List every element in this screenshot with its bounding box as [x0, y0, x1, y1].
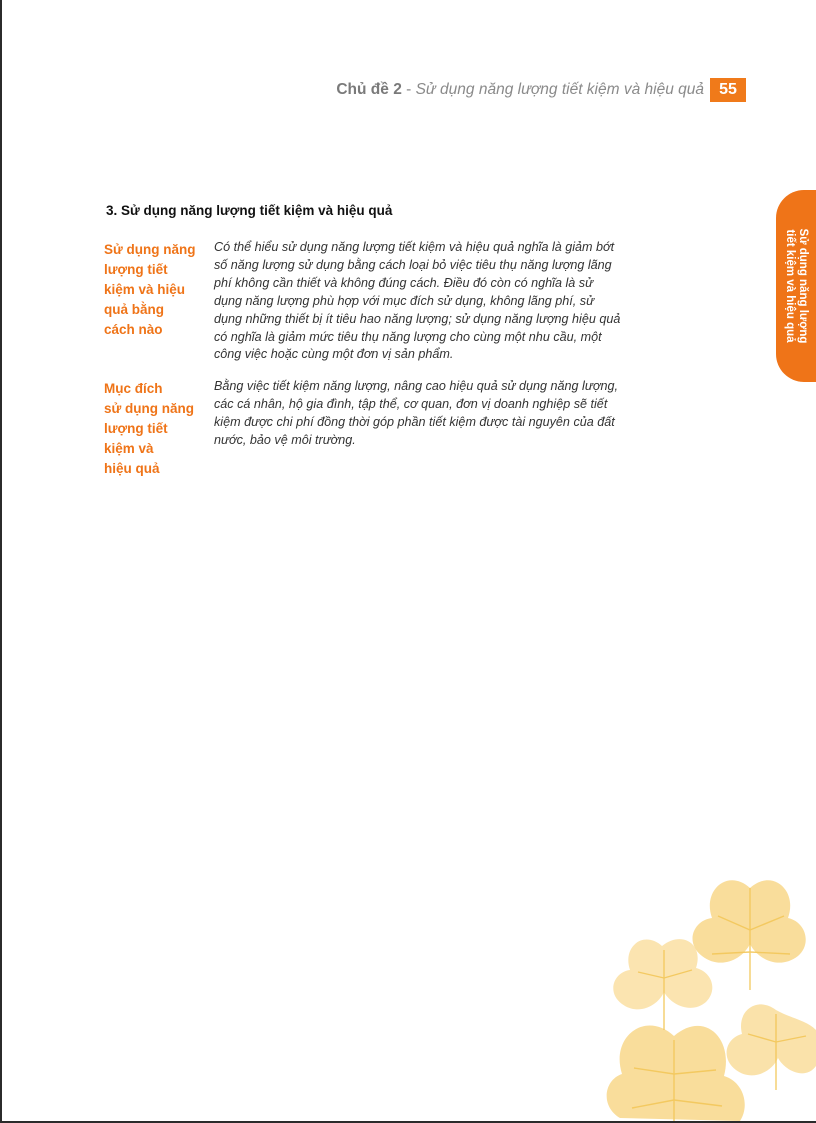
margin-label-line: kiệm và — [104, 441, 154, 456]
header-topic-title: Sử dụng năng lượng tiết kiệm và hiệu quả — [415, 81, 704, 98]
margin-label-line: kiệm và hiệu — [104, 282, 186, 297]
side-tab-line-1: Sử dụng năng lượng — [797, 228, 809, 344]
margin-label — [104, 240, 212, 340]
margin-label-line: lượng tiết — [104, 421, 168, 436]
paragraph-line: có nghĩa là giảm mức tiêu thụ năng lượng cho cùng một nhu cầu, một — [214, 329, 602, 344]
paragraph-line: kiệm được chi phí đồng thời góp phần tiết kiệm được tài nguyên của đất — [214, 414, 615, 429]
paragraph-line: Bằng việc tiết kiệm năng lượng, nâng cao hiệu quả sử dụng năng lượng, — [214, 379, 618, 393]
paragraph-line: Có thể hiểu sử dụng năng lượng tiết kiệm và hiệu quả nghĩa là giảm bớt — [214, 240, 615, 254]
autumn-leaves-icon — [600, 860, 816, 1121]
paragraph-line: dụng năng lượng phù hợp với mục đích sử dụng, không lãng phí, sử — [214, 293, 595, 308]
body-paragraph — [214, 239, 650, 364]
header-topic-label: Chủ đề 2 — [336, 81, 402, 98]
section-title: 3. Sử dụng năng lượng tiết kiệm và hiệu quả — [106, 203, 393, 218]
margin-label-line: lượng tiết — [104, 262, 168, 277]
margin-label-line: sử dụng năng — [104, 401, 195, 416]
page-number: 55 — [710, 78, 746, 102]
margin-label-line: hiệu quả — [104, 461, 160, 476]
paragraph-line: các cá nhân, hộ gia đình, tập thể, cơ quan, đơn vị doanh nghiệp sẽ tiết — [214, 396, 608, 411]
paragraph-line: phí không cần thiết và không đúng cách. Điều đó còn có nghĩa là sử — [214, 275, 594, 290]
header-title — [336, 81, 704, 99]
margin-label-line: Mục đích — [104, 381, 163, 396]
margin-label — [104, 379, 212, 479]
page-frame-left — [0, 0, 2, 1123]
paragraph-line: dụng những thiết bị ít tiêu hao năng lượng; sử dụng năng lượng hiệu quả — [214, 311, 621, 326]
body-paragraph — [214, 378, 650, 450]
margin-label-line: Sử dụng năng — [104, 242, 196, 257]
side-tab-line-2: tiết kiệm và hiệu quả — [784, 229, 796, 343]
paragraph-line: nước, bảo vệ môi trường. — [214, 432, 356, 447]
margin-label-line: cách nào — [104, 322, 163, 337]
paragraph-line: số năng lượng sử dụng bằng cách loại bỏ việc tiêu thụ năng lượng lãng — [214, 257, 612, 272]
running-header — [320, 78, 746, 102]
header-separator: - — [401, 81, 416, 98]
side-tab-label — [783, 201, 809, 371]
paragraph-line: công việc hoặc cùng một đơn vị sản phẩm. — [214, 347, 454, 362]
margin-label-line: quả bằng — [104, 302, 164, 317]
chapter-side-tab — [776, 190, 816, 382]
